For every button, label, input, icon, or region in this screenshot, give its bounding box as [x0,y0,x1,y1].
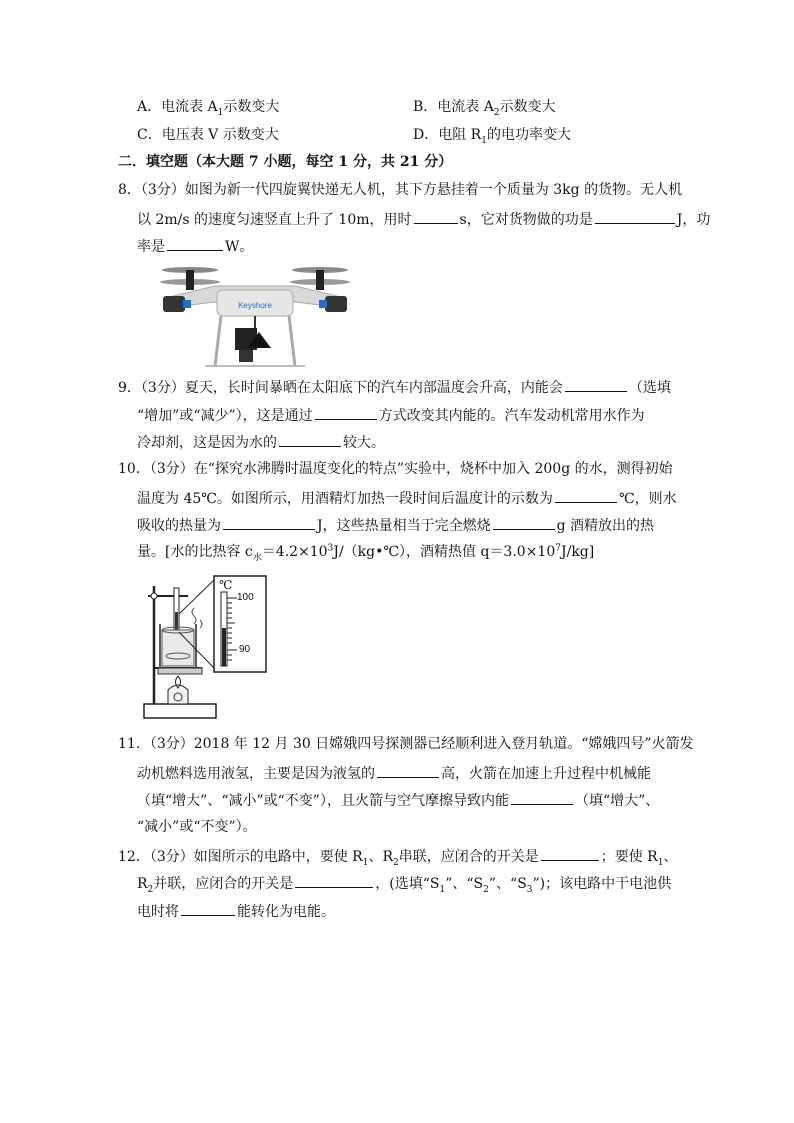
answer-blank[interactable] [279,432,341,447]
drone-brand-label: Keyshore [238,301,272,310]
q11-line3: （填“增大”、“减小”或“不变”），且火箭与空气摩擦导致内能 （填“增大”、 [137,790,659,810]
q12-line3: 电时将 能转化为电能。 [137,901,335,921]
q9-line1: 9．（3分）夏天，长时间暴晒在太阳底下的汽车内部温度会升高，内能会 （选填 [118,377,671,397]
choice-c: C．电压表 V 示数变大 [137,127,279,143]
answer-blank[interactable] [511,790,573,805]
q11-line1: 11．（3分）2018 年 12 月 30 日嫦娥四号探测器已经顺利进入登月轨道。“嫦娥四号”火箭发 [118,736,694,752]
answer-blank[interactable] [315,405,377,420]
section-heading: 二．填空题（本大题 7 小题，每空 1 分，共 21 分） [118,154,453,170]
choice-d: D．电阻 $R_1$的电功率变大 [413,127,571,146]
choice-a: A．电流表 $A_1$示数变大 [137,99,280,118]
answer-blank[interactable] [223,515,315,530]
q8-line1: 8．（3分）如图为新一代四旋翼快递无人机，其下方悬挂着一个质量为 3kg 的货物。无人机 [118,182,683,198]
answer-blank[interactable] [181,901,235,916]
q10-line4: 量。[水的比热容 $c_水=4.2\times 10^3J/(kg•℃)$，酒精热值 $q=3.0\times 10^7J/kg$] [137,543,595,563]
answer-blank[interactable] [493,515,555,530]
q10-line1: 10．（3分）在“探究水沸腾时温度变化的特点”实验中，烧杯中加入 200g 的水，测得初始 [118,461,673,477]
q12-line2: $R_2$并联，应闭合的开关是 ，(选填“$S_1$”、“$S_2$”、“$S_3$”)；该电路中干电池供 [137,873,671,893]
thermometer-label-100: 100 [237,592,254,603]
answer-blank[interactable] [555,488,617,503]
answer-blank[interactable] [565,377,627,392]
q9-line3: 冷却剂，这是因为水的 较大。 [137,432,385,452]
q9-line2: “增加”或“减少”），这是通过 方式改变其内能的。汽车发动机常用水作为 [137,405,645,425]
answer-blank[interactable] [377,763,439,778]
q10-line2: 温度为 45℃。如图所示，用酒精灯加热一段时间后温度计的示数为 ℃，则水 [137,488,677,508]
answer-blank[interactable] [541,846,599,861]
answer-blank[interactable] [595,209,675,224]
q8-line2: 以 2m/s 的速度匀速竖直上升了 10m，用时 s，它对货物做的功是 J，功 [137,209,710,229]
q8-line3: 率是 W。 [137,236,253,256]
q12-line1: 12．（3分）如图所示的电路中，要使 $R_1$、$R_2$串联，应闭合的开关是 ；要使 $R_1$、 [118,846,677,866]
thermometer-label-90: 90 [239,644,251,655]
q10-line3: 吸收的热量为 J，这些热量相当于完全燃烧 g 酒精放出的热 [137,515,654,535]
q11-line4: “减小”或“不变”）。 [137,819,257,835]
answer-blank[interactable] [295,873,373,888]
thermometer-ticks [215,576,267,672]
answer-blank[interactable] [414,209,458,224]
q11-line2: 动机燃料选用液氢，主要是因为液氢的 高，火箭在加速上升过程中机械能 [137,763,651,783]
thermometer-unit: ℃ [219,578,233,592]
drone-figure [155,262,355,368]
answer-blank[interactable] [167,236,223,251]
choice-b: B．电流表 $A_2$示数变大 [413,99,556,118]
